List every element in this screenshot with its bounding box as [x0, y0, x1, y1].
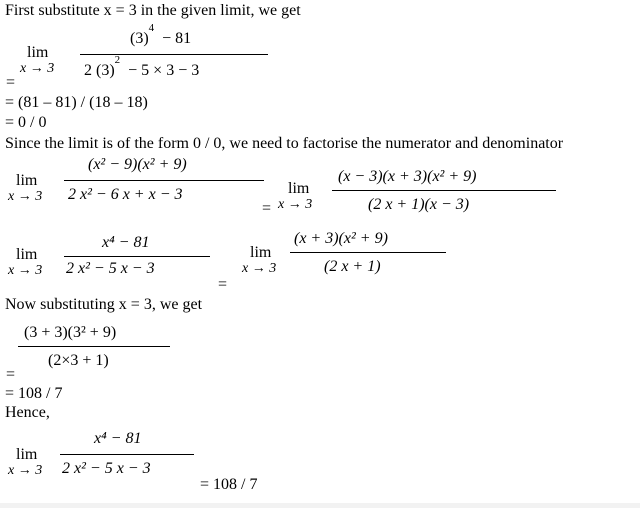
step2a-denominator: 2 x² − 6 x + x − 3 — [68, 186, 183, 203]
step2b-numerator: (x − 3)(x + 3)(x² + 9) — [338, 168, 477, 185]
now-sub-text: Now substituting x = 3, we get — [5, 296, 203, 313]
lim-subscript: x → 3 — [242, 261, 277, 276]
lim-label: lim — [250, 244, 272, 261]
step2-equals: = — [262, 200, 272, 217]
step1-numerator: $(3)^4 - 81$ — [130, 22, 192, 47]
step3-equals: = — [218, 276, 228, 293]
lim-subscript: x → 3 — [8, 463, 43, 478]
step4-equals: = — [6, 366, 16, 383]
step3b-numerator: (x + 3)(x² + 9) — [294, 230, 388, 247]
step3a-numerator: x⁴ − 81 — [102, 234, 150, 251]
bottom-divider — [0, 503, 640, 508]
lim-subscript: x → 3 — [20, 61, 55, 76]
lim-subscript: x → 3 — [8, 189, 43, 204]
lim-label: lim — [27, 44, 49, 61]
lim-label: lim — [288, 180, 310, 197]
final-result: = 108 / 7 — [200, 476, 258, 493]
lim-subscript: x → 3 — [278, 197, 313, 212]
step2b-fraction-bar — [332, 190, 556, 191]
zero-over-zero: = 0 / 0 — [5, 114, 47, 131]
step3b-fraction-bar — [290, 252, 446, 253]
step2b-denominator: (2 x + 1)(x − 3) — [368, 196, 470, 213]
step3a-fraction-bar — [64, 256, 210, 257]
step4-fraction-bar — [18, 346, 170, 347]
final-fraction-bar — [60, 454, 194, 455]
step2a-numerator: (x² − 9)(x² + 9) — [88, 156, 187, 173]
step3a-denominator: 2 x² − 5 x − 3 — [66, 260, 155, 277]
step1-denominator: 2 $(3)^2 - 5 \times 3 - 3$ — [84, 54, 200, 79]
lim-label: lim — [16, 246, 38, 263]
lim-label: lim — [16, 172, 38, 189]
step4-denominator: (2×3 + 1) — [48, 352, 109, 369]
step3b-denominator: (2 x + 1) — [324, 258, 381, 275]
since-text: Since the limit is of the form 0 / 0, we need to factorise the numerator and denominator — [5, 135, 564, 152]
lim-label: lim — [16, 446, 38, 463]
substitution-result: = (81 – 81) / (18 – 18) — [5, 94, 148, 111]
lim-subscript: x → 3 — [8, 263, 43, 278]
step2a-fraction-bar — [64, 180, 264, 181]
intro-text: First substitute x = 3 in the given limit, we get — [5, 2, 301, 19]
step1-fraction-bar — [80, 54, 268, 55]
final-numerator: x⁴ − 81 — [94, 430, 142, 447]
result-1: = 108 / 7 — [5, 385, 63, 402]
step4-numerator: (3 + 3)(3² + 9) — [24, 324, 117, 341]
hence-text: Hence, — [5, 404, 50, 421]
step1-equals: = — [6, 74, 16, 91]
final-denominator: 2 x² − 5 x − 3 — [62, 460, 151, 477]
